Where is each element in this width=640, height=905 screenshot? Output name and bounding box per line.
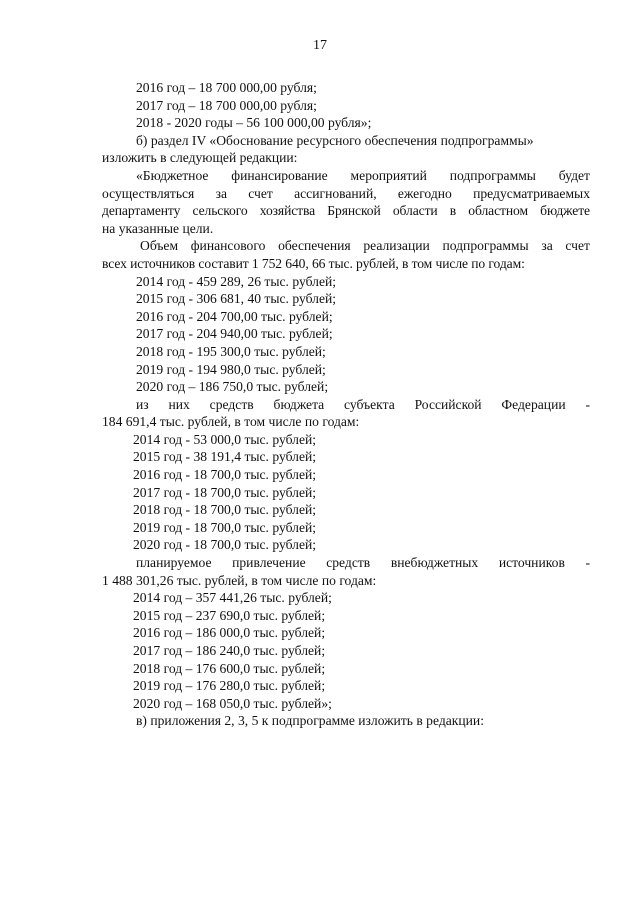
text-line: из них средств бюджета субъекта Российской Федерации - — [136, 396, 590, 412]
text-line: 2014 год - 459 289, 26 тыс. рублей; — [136, 273, 337, 289]
text-line: всех источников составит 1 752 640, 66 тыс. рублей, в том числе по годам: — [102, 255, 525, 271]
text-line: 2018 год - 195 300,0 тыс. рублей; — [136, 343, 326, 359]
text-line: 2020 год - 18 700,0 тыс. рублей; — [133, 537, 317, 553]
text-line: 2018 год – 176 600,0 тыс. рублей; — [133, 660, 326, 676]
text-line: осуществляться за счет ассигнований, ежегодно предусматриваемых — [102, 185, 590, 201]
text-line: 2018 - 2020 годы – 56 100 000,00 рубля»; — [136, 115, 372, 131]
text-line: в) приложения 2, 3, 5 к подпрограмме изложить в редакции: — [136, 713, 484, 729]
text-line: 2014 год - 53 000,0 тыс. рублей; — [133, 431, 317, 447]
text-line: 2016 год – 18 700 000,00 рубля; — [136, 80, 317, 95]
text-line: 2019 год - 194 980,0 тыс. рублей; — [136, 361, 326, 377]
text-line: 2015 год - 38 191,4 тыс. рублей; — [133, 449, 317, 465]
text-line: 2017 год – 186 240,0 тыс. рублей; — [133, 643, 326, 658]
text-line: 2017 год - 18 700,0 тыс. рублей; — [133, 484, 317, 500]
text-line: изложить в следующей редакции: — [102, 150, 298, 166]
text-line: 2019 год – 176 280,0 тыс. рублей; — [133, 678, 326, 694]
text-line: 2019 год - 18 700,0 тыс. рублей; — [133, 519, 317, 535]
text-line: 2020 год – 168 050,0 тыс. рублей»; — [133, 695, 332, 711]
text-line: 2017 год - 204 940,00 тыс. рублей; — [136, 326, 333, 342]
page-number: 17 — [313, 38, 327, 53]
text-line: 2020 год – 186 750,0 тыс. рублей; — [136, 379, 329, 395]
text-line: 2016 год - 204 700,00 тыс. рублей; — [136, 308, 333, 324]
document-body — [102, 79, 590, 730]
text-line: 2017 год – 18 700 000,00 рубля; — [136, 97, 317, 113]
text-line: департаменту сельского хозяйства Брянской области в областном бюджете — [102, 203, 590, 219]
text-line: Объем финансового обеспечения реализации подпрограммы за счет — [140, 238, 590, 254]
text-line: 184 691,4 тыс. рублей, в том числе по годам: — [102, 414, 360, 430]
text-line: на указанные цели. — [102, 220, 214, 236]
text-line: 1 488 301,26 тыс. рублей, в том числе по годам: — [102, 572, 377, 588]
text-line: 2018 год - 18 700,0 тыс. рублей; — [133, 502, 317, 518]
text-line: 2014 год – 357 441,26 тыс. рублей; — [133, 590, 332, 606]
text-line: планируемое привлечение средств внебюджетных источников - — [136, 555, 590, 571]
text-line: б) раздел IV «Обоснование ресурсного обеспечения подпрограммы» — [136, 132, 534, 148]
text-line: 2015 год - 306 681, 40 тыс. рублей; — [136, 291, 337, 307]
text-line: 2016 год – 186 000,0 тыс. рублей; — [133, 625, 326, 641]
text-line: 2015 год – 237 690,0 тыс. рублей; — [133, 607, 326, 623]
text-line: «Бюджетное финансирование мероприятий подпрограммы будет — [136, 167, 590, 183]
text-line: 2016 год - 18 700,0 тыс. рублей; — [133, 467, 317, 483]
